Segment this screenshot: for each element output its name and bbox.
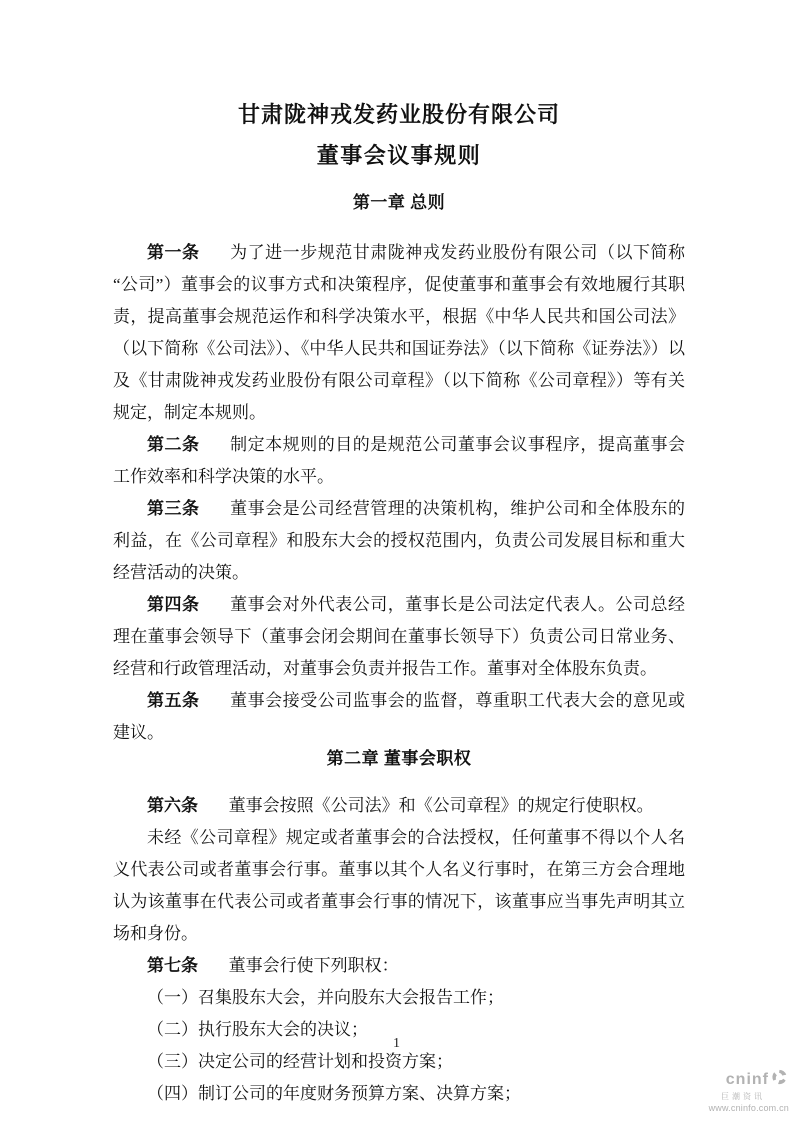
- chapter-heading-1: 第一章 总则: [352, 193, 446, 212]
- article-text: 董事会接受公司监事会的监督，尊重职工代表大会的意见或建议。: [113, 691, 686, 742]
- document-content: [113, 0, 685, 1110]
- cninfo-caption: 巨潮资讯: [721, 1092, 765, 1101]
- article-label: 第六条: [147, 796, 198, 815]
- article-label: 第四条: [147, 595, 200, 614]
- article-text: （四）制订公司的年度财务预算方案、决算方案；: [147, 1084, 521, 1103]
- article-text: （二）执行股东大会的决议；: [147, 1020, 368, 1039]
- article-label: 第三条: [147, 499, 200, 518]
- chapter-1-body: [113, 237, 685, 749]
- article-text: 制定本规则的目的是规范公司董事会议事程序，提高董事会工作效率和科学决策的水平。: [113, 435, 686, 486]
- article-text: （一）召集股东大会，并向股东大会报告工作；: [147, 988, 504, 1007]
- article-paragraph: [113, 685, 685, 749]
- cninfo-url: www.cninfo.com.cn: [708, 1103, 789, 1113]
- article-text: 为了进一步规范甘肃陇神戎发药业股份有限公司（以下简称“公司”）董事会的议事方式和决策程序，促使董事和董事会有效地履行其职责，提高董事会规范运作和科学决策水平，根据《中华人民共和国公司法》（以下简称《公司法》）、《中华人民共和国证券法》（以下简称《证券法》）以及《甘肃陇神戎发药业股份有限公司章程》（以下简称《公司章程》）等有关规定，制定本规则。: [113, 243, 686, 422]
- article-text: 董事会对外代表公司，董事长是公司法定代表人。公司总经理在董事会领导下（董事会闭会期间在董事长领导下）负责公司日常业务、经营和行政管理活动，对董事会负责并报告工作。董事对全体股东负责。: [113, 595, 686, 678]
- cninfo-wordmark-row: [685, 1068, 789, 1091]
- article-text: （三）决定公司的经营计划和投资方案；: [147, 1052, 453, 1071]
- article-paragraph: [113, 589, 685, 685]
- cninfo-wordmark-text: cninf: [725, 1070, 769, 1088]
- article-label: 第七条: [147, 956, 198, 975]
- list-item: [113, 982, 685, 1014]
- article-text: 董事会行使下列职权：: [228, 956, 399, 975]
- article-label: 第一条: [147, 243, 200, 262]
- article-text: 董事会是公司经营管理的决策机构，维护公司和全体股东的利益，在《公司章程》和股东大会的授权范围内，负责公司发展目标和重大经营活动的决策。: [113, 499, 686, 582]
- chapter-2-body: [113, 790, 685, 1110]
- doc-title: 甘肃陇神戎发药业股份有限公司: [237, 102, 560, 127]
- article-text: 未经《公司章程》规定或者董事会的合法授权，任何董事不得以个人名义代表公司或者董事会行事。董事以其个人名义行事时，在第三方会合理地认为该董事在代表公司或者董事会行事的情况下，该董事应当事先声明其立场和身份。: [113, 828, 685, 943]
- article-text: 董事会按照《公司法》和《公司章程》的规定行使职权。: [228, 796, 654, 815]
- page-number: 1: [393, 1036, 400, 1051]
- article-paragraph: [113, 950, 685, 982]
- article-paragraph: [113, 790, 685, 822]
- article-paragraph: [113, 237, 685, 429]
- cninfo-swirl-icon: [770, 1068, 789, 1091]
- article-paragraph: [113, 822, 685, 950]
- article-label: 第五条: [147, 691, 200, 710]
- article-label: 第二条: [147, 435, 200, 454]
- doc-subtitle: 董事会议事规则: [316, 143, 482, 168]
- article-paragraph: [113, 493, 685, 589]
- cninfo-watermark: [685, 1068, 789, 1114]
- list-item: [113, 1078, 685, 1110]
- article-paragraph: [113, 429, 685, 493]
- chapter-heading-2: 第二章 董事会职权: [326, 749, 472, 768]
